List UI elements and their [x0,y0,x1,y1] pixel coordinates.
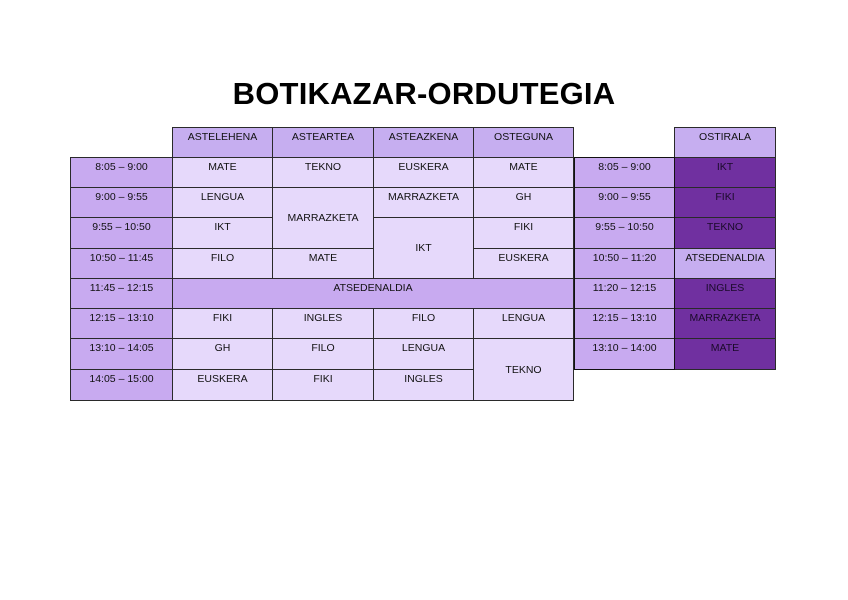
tuesday-subject: FILO [272,338,374,370]
monday-subject: LENGUA [172,187,273,218]
tuesday-subject: TEKNO [272,157,374,188]
time-slot: 12:15 – 13:10 [70,308,173,339]
monday-subject: GH [172,338,273,370]
friday-time-slot: 8:05 – 9:00 [574,157,675,188]
wednesday-subject: MARRAZKETA [373,187,474,218]
day-header-thursday: OSTEGUNA [473,127,574,158]
thursday-subject: GH [473,187,574,218]
monday-subject: MATE [172,157,273,188]
tuesday-subject: MATE [272,248,374,279]
friday-subject: INGLES [674,278,776,309]
time-slot: 11:45 – 12:15 [70,278,173,309]
day-header-wednesday: ASTEAZKENA [373,127,474,158]
time-slot: 9:55 – 10:50 [70,217,173,249]
thursday-subject: MATE [473,157,574,188]
monday-subject: EUSKERA [172,369,273,401]
time-slot: 9:00 – 9:55 [70,187,173,218]
day-header-monday: ASTELEHENA [172,127,273,158]
thursday-subject: EUSKERA [473,248,574,279]
monday-subject: FIKI [172,308,273,339]
break-row: ATSEDENALDIA [172,278,574,309]
wednesday-subject: INGLES [373,369,474,401]
time-slot: 13:10 – 14:05 [70,338,173,370]
wednesday-subject: LENGUA [373,338,474,370]
wednesday-subject: EUSKERA [373,157,474,188]
time-slot: 14:05 – 15:00 [70,369,173,401]
friday-time-slot: 11:20 – 12:15 [574,278,675,309]
friday-subject: MATE [674,338,776,370]
friday-subject: MARRAZKETA [674,308,776,339]
time-slot: 8:05 – 9:00 [70,157,173,188]
monday-subject: FILO [172,248,273,279]
friday-subject: TEKNO [674,217,776,249]
friday-subject: FIKI [674,187,776,218]
tuesday-subject: FIKI [272,369,374,401]
thursday-subject: LENGUA [473,308,574,339]
monday-subject: IKT [172,217,273,249]
tuesday-subject: INGLES [272,308,374,339]
page-title: BOTIKAZAR-ORDUTEGIA [232,76,616,111]
friday-time-slot: 10:50 – 11:20 [574,248,675,279]
thursday-subject: FIKI [473,217,574,249]
day-header-friday: OSTIRALA [674,127,776,158]
friday-time-slot: 9:00 – 9:55 [574,187,675,218]
friday-time-slot: 12:15 – 13:10 [574,308,675,339]
time-slot: 10:50 – 11:45 [70,248,173,279]
friday-time-slot: 13:10 – 14:00 [574,338,675,370]
wednesday-subject: IKT [373,217,474,279]
wednesday-subject: FILO [373,308,474,339]
thursday-subject: TEKNO [473,338,574,401]
friday-time-slot: 9:55 – 10:50 [574,217,675,249]
friday-subject: IKT [674,157,776,188]
tuesday-subject: MARRAZKETA [272,187,374,249]
friday-break: ATSEDENALDIA [674,248,776,279]
day-header-tuesday: ASTEARTEA [272,127,374,158]
